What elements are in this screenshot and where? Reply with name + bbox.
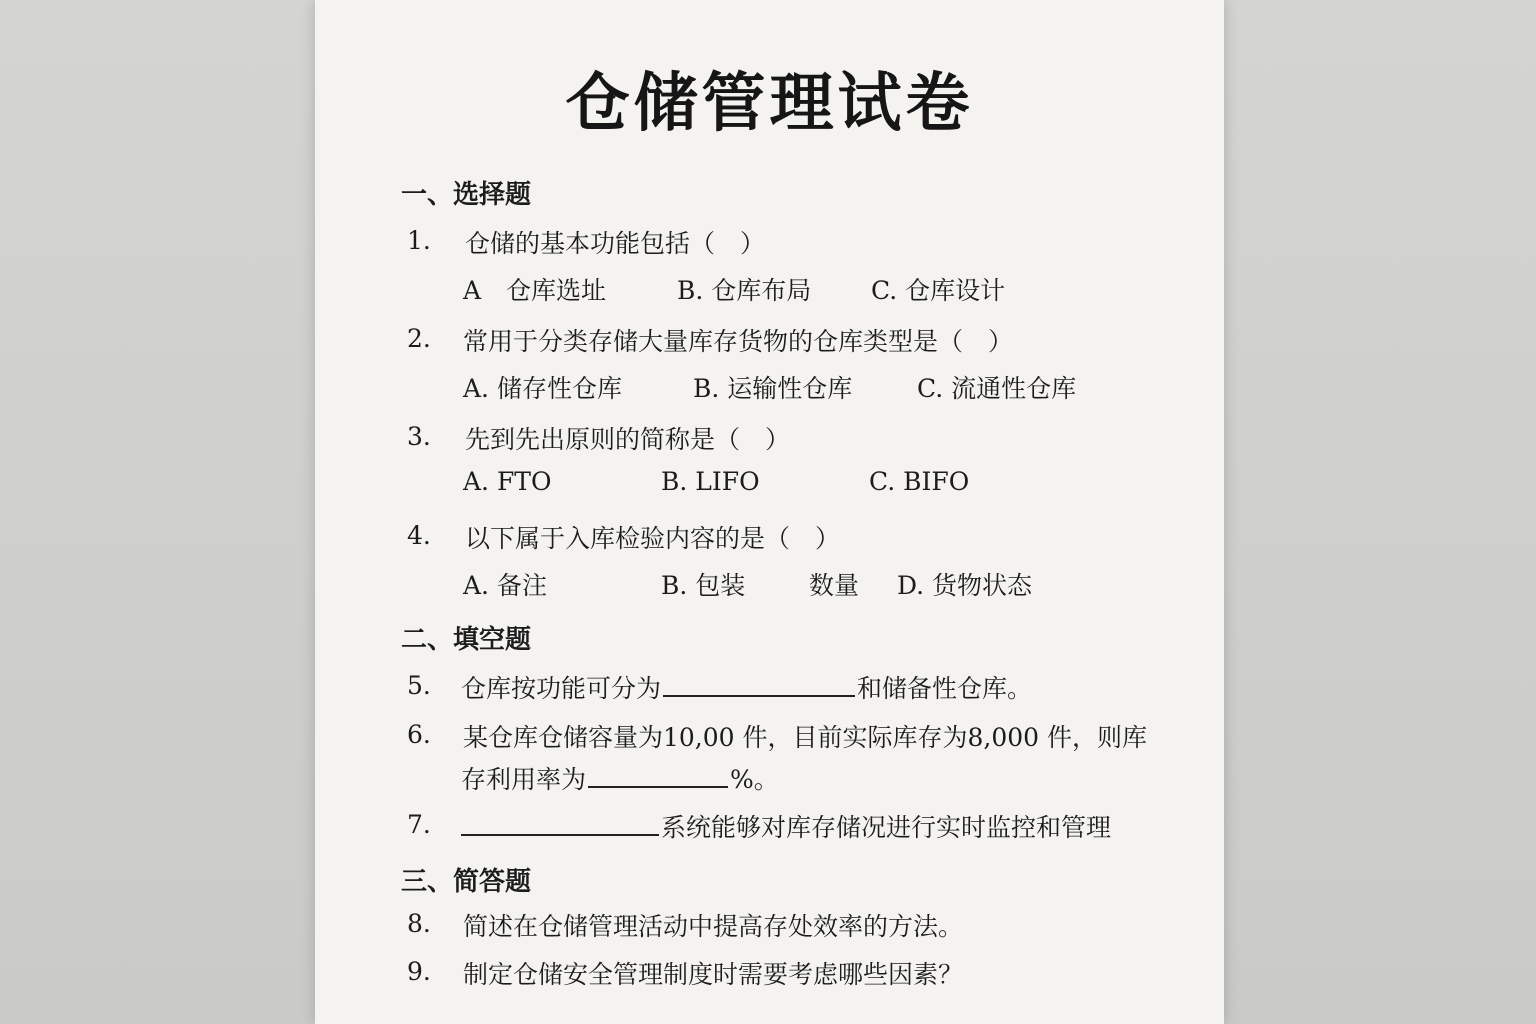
question-text: 仓库按功能可分为 <box>461 674 662 703</box>
question-number: 9. <box>407 957 431 986</box>
question-number: 2. <box>407 324 431 353</box>
question-number: 8. <box>407 909 431 938</box>
answer-blank[interactable] <box>461 833 659 836</box>
option-a: A. 储存性仓库 <box>463 374 622 403</box>
option-b: B. 包装 <box>661 571 746 600</box>
question-text: 存利用率为 <box>461 765 587 794</box>
exam-title: 仓储管理试卷 <box>565 66 974 141</box>
option-c: C. 仓库设计 <box>871 276 1006 305</box>
question-text: 先到先出原则的简称是（ ） <box>465 425 791 454</box>
question-text: %。 <box>730 765 779 794</box>
question-number: 7. <box>407 810 431 839</box>
question-number: 3. <box>407 422 431 451</box>
answer-blank[interactable] <box>588 785 728 788</box>
option-b: B. LIFO <box>661 467 760 496</box>
option-c: 数量 <box>809 571 860 600</box>
option-b: B. 运输性仓库 <box>693 374 853 403</box>
question-line <box>461 760 779 796</box>
option-c: C. 流通性仓库 <box>917 374 1077 403</box>
option-d: D. 货物状态 <box>897 571 1033 600</box>
question-text: 和储备性仓库。 <box>857 674 1033 703</box>
question-text: 某仓库仓储容量为10,00 件，目前实际库存为8,000 件，则库 <box>463 723 1148 752</box>
question-text: 制定仓储安全管理制度时需要考虑哪些因素？ <box>463 960 964 989</box>
section-heading-short-answer: 三、简答题 <box>401 867 532 897</box>
option-a: A 仓库选址 <box>463 276 607 305</box>
question-text: 常用于分类存储大量库存货物的仓库类型是（ ） <box>463 327 1014 356</box>
option-c: C. BIFO <box>869 467 970 496</box>
option-a: A. 备注 <box>463 571 547 600</box>
question-text: 简述在仓储管理活动中提高存处效率的方法。 <box>463 912 964 941</box>
exam-paper <box>315 0 1224 1024</box>
answer-blank[interactable] <box>663 694 855 697</box>
question-text: 以下属于入库检验内容的是（ ） <box>465 524 841 553</box>
question-number: 1. <box>407 226 431 255</box>
question-number: 5. <box>407 671 431 700</box>
section-heading-choice: 一、选择题 <box>401 180 532 210</box>
option-a: A. FTO <box>463 467 552 496</box>
question-line <box>461 669 1032 705</box>
question-number: 4. <box>407 521 431 550</box>
option-b: B. 仓库布局 <box>677 276 812 305</box>
question-text: 仓储的基本功能包括（ ） <box>465 229 766 258</box>
question-text: 系统能够对库存储况进行实时监控和管理 <box>661 813 1112 842</box>
question-line <box>459 808 1111 844</box>
question-number: 6. <box>407 720 431 749</box>
section-heading-fill: 二、填空题 <box>401 625 532 655</box>
